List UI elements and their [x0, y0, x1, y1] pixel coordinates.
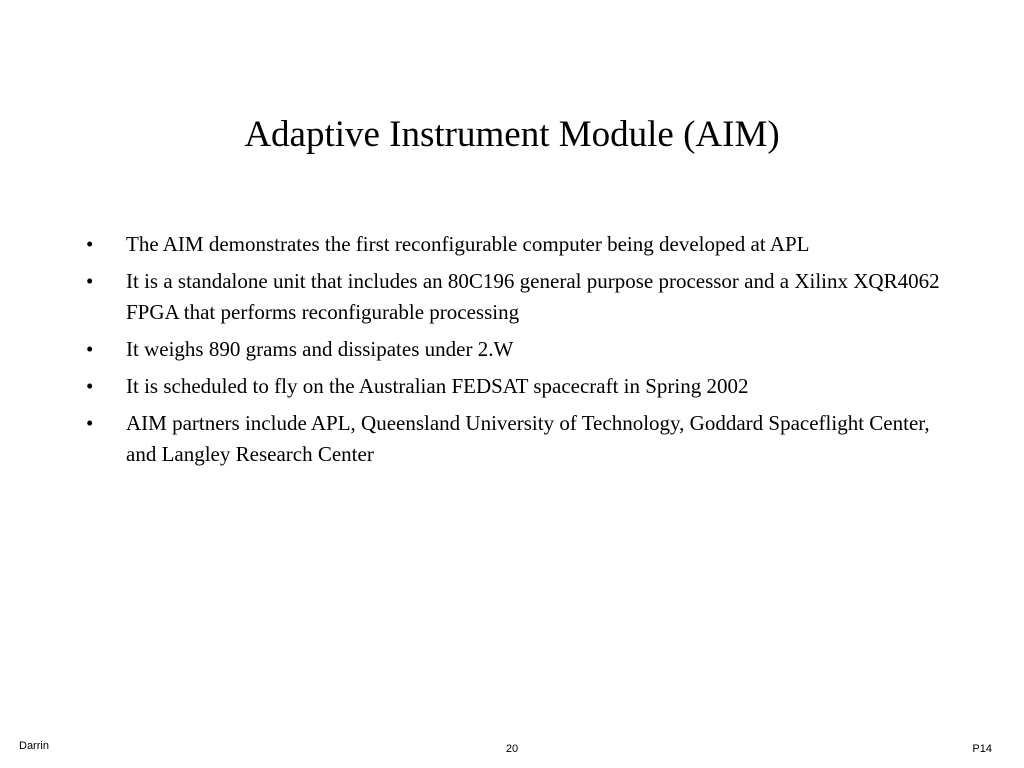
bullet-list: [86, 229, 956, 476]
footer-page-number: 20: [505, 743, 519, 755]
bullet-text: It weighs 890 grams and dissipates under 2.W: [126, 337, 514, 361]
bullet-text: The AIM demonstrates the first reconfigurable computer being developed at APL: [126, 232, 810, 256]
bullet-icon: •: [86, 337, 94, 361]
bullet-item: [86, 266, 956, 328]
bullet-item: [86, 371, 956, 402]
slide-title: Adaptive Instrument Module (AIM): [244, 114, 780, 155]
bullet-text: It is scheduled to fly on the Australian FEDSAT spacecraft in Spring 2002: [126, 374, 749, 398]
bullet-text: It is a standalone unit that includes an 80C196 general purpose processor and a Xilinx XQR4062 FPGA that performs reconfigurable processing: [126, 269, 940, 324]
bullet-text: AIM partners include APL, Queensland University of Technology, Goddard Spaceflight Center, and Langley Research Center: [126, 411, 930, 466]
bullet-item: [86, 334, 956, 365]
footer-code: P14: [972, 743, 992, 755]
bullet-item: [86, 229, 956, 260]
bullet-icon: •: [86, 411, 94, 435]
bullet-icon: •: [86, 269, 94, 293]
bullet-icon: •: [86, 374, 94, 398]
bullet-icon: •: [86, 232, 94, 256]
footer-author: Darrin: [19, 740, 49, 752]
bullet-item: [86, 408, 956, 470]
